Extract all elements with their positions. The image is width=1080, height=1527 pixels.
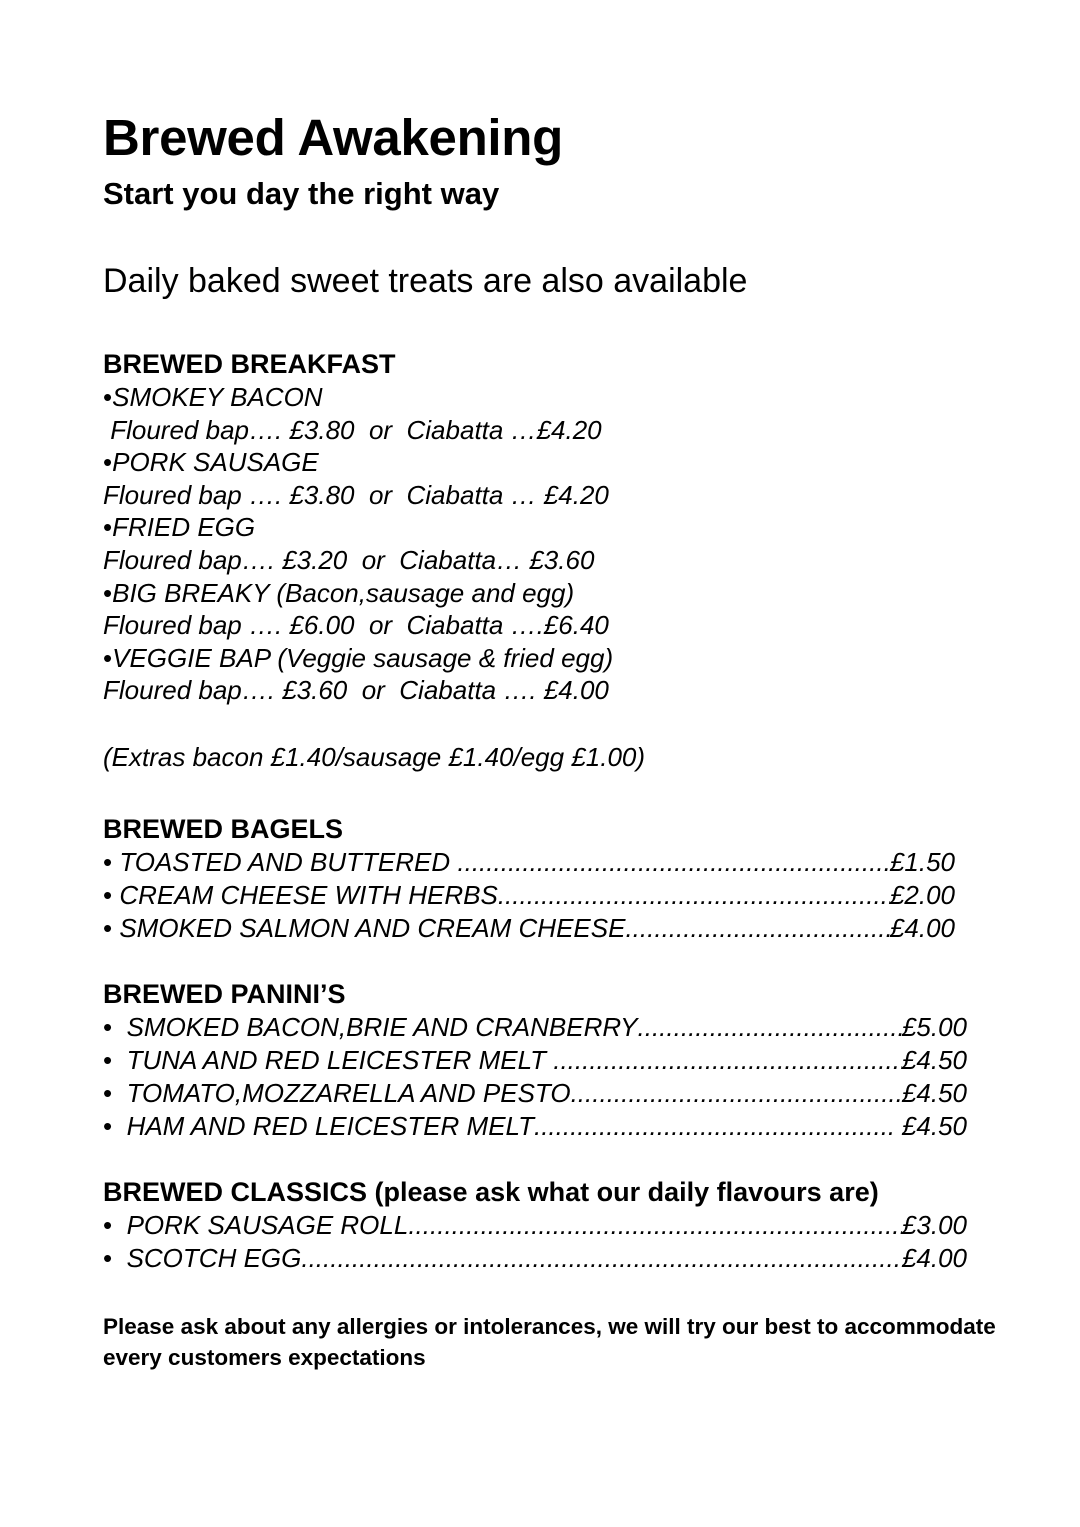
leader-dots — [408, 1209, 902, 1242]
section-heading: BREWED BREAKFAST — [103, 349, 396, 379]
menu-item-price: £1.50 — [889, 847, 955, 877]
menu-item-name: •VEGGIE BAP (Veggie sausage & fried egg) — [103, 642, 614, 673]
section-heading: BREWED BAGELS — [103, 814, 344, 844]
allergy-note: Please ask about any allergies or intolerances, we will try our best to accommodate every customers expectations — [103, 1314, 996, 1370]
menu-item-prices: Floured bap …. £6.00 or Ciabatta ….£6.40 — [103, 610, 609, 641]
leader-dots — [457, 846, 890, 879]
breakfast-extras: (Extras bacon £1.40/sausage £1.40/egg £1.00) — [103, 742, 646, 772]
menu-item-price: £2.00 — [889, 880, 955, 910]
menu-row — [103, 1077, 967, 1110]
menu-item-price: £4.00 — [901, 1243, 967, 1273]
menu-item-name: TUNA AND RED LEICESTER MELT — [126, 1045, 554, 1075]
menu-item-name: •PORK SAUSAGE — [103, 447, 319, 478]
bullet-icon: • — [103, 847, 120, 877]
breakfast-section — [103, 347, 1003, 707]
classics-section — [103, 1175, 967, 1275]
menu-item-name: •FRIED EGG — [103, 512, 256, 543]
section-heading: BREWED PANINI’S — [103, 979, 346, 1009]
menu-item-name: •SMOKEY BACON — [103, 382, 323, 412]
menu-item-prices: Floured bap…. £3.60 or Ciabatta …. £4.00 — [103, 675, 609, 706]
bullet-icon: • — [103, 447, 113, 478]
menu-row — [103, 879, 955, 912]
page-subtitle: Start you day the right way — [103, 176, 500, 211]
bullet-icon: • — [103, 642, 113, 673]
bagels-section — [103, 812, 955, 945]
menu-item-price: £4.50 — [901, 1078, 967, 1108]
menu-item-prices: Floured bap…. £3.80 or Ciabatta …£4.20 — [103, 414, 602, 445]
menu-item-price: £4.50 — [901, 1045, 967, 1075]
menu-item-name: TOASTED AND BUTTERED — [119, 847, 458, 877]
leader-dots — [625, 912, 889, 945]
leader-dots — [301, 1242, 902, 1275]
section-heading: BREWED CLASSICS (please ask what our daily flavours are) — [103, 1177, 879, 1207]
bullet-icon: • — [103, 913, 120, 943]
bullet-icon: • — [103, 1012, 127, 1042]
menu-row — [103, 1110, 967, 1143]
menu-item-price: £3.00 — [901, 1210, 967, 1240]
menu-row — [103, 1209, 967, 1242]
menu-row — [103, 846, 955, 879]
menu-item-price: £4.50 — [894, 1111, 967, 1141]
menu-row — [103, 1044, 967, 1077]
menu-item-name: PORK SAUSAGE ROLL — [126, 1210, 409, 1240]
menu-item-prices: Floured bap …. £3.80 or Ciabatta … £4.20 — [103, 479, 609, 510]
leader-dots — [553, 1044, 902, 1077]
menu-item-name: TOMATO,MOZZARELLA AND PESTO — [126, 1078, 571, 1108]
leader-dots — [638, 1011, 902, 1044]
leader-dots — [534, 1110, 895, 1143]
leader-dots — [571, 1077, 902, 1110]
bullet-icon: • — [103, 1111, 127, 1141]
bullet-icon: • — [103, 382, 113, 412]
menu-row — [103, 1242, 967, 1275]
menu-row — [103, 912, 955, 945]
menu-item-name: CREAM CHEESE WITH HERBS — [119, 880, 498, 910]
menu-item-prices: Floured bap…. £3.20 or Ciabatta… £3.60 — [103, 544, 595, 575]
paninis-section — [103, 977, 967, 1143]
bullet-icon: • — [103, 880, 120, 910]
bullet-icon: • — [103, 1243, 127, 1273]
menu-item-name: SMOKED SALMON AND CREAM CHEESE — [119, 913, 626, 943]
page-title: Brewed Awakening — [103, 109, 564, 166]
leader-dots — [498, 879, 890, 912]
bullet-icon: • — [103, 1210, 127, 1240]
menu-item-name: •BIG BREAKY (Bacon,sausage and egg) — [103, 577, 575, 608]
menu-item-name: SMOKED BACON,BRIE AND CRANBERRY — [126, 1012, 638, 1042]
bullet-icon: • — [103, 577, 113, 608]
tagline: Daily baked sweet treats are also available — [103, 262, 748, 300]
bullet-icon: • — [103, 1078, 127, 1108]
menu-item-name: SCOTCH EGG — [126, 1243, 302, 1273]
bullet-icon: • — [103, 1045, 127, 1075]
menu-item-price: £4.00 — [889, 913, 955, 943]
menu-row — [103, 1011, 967, 1044]
bullet-icon: • — [103, 512, 113, 543]
menu-item-price: £5.00 — [901, 1012, 967, 1042]
menu-item-name: HAM AND RED LEICESTER MELT — [126, 1111, 534, 1141]
